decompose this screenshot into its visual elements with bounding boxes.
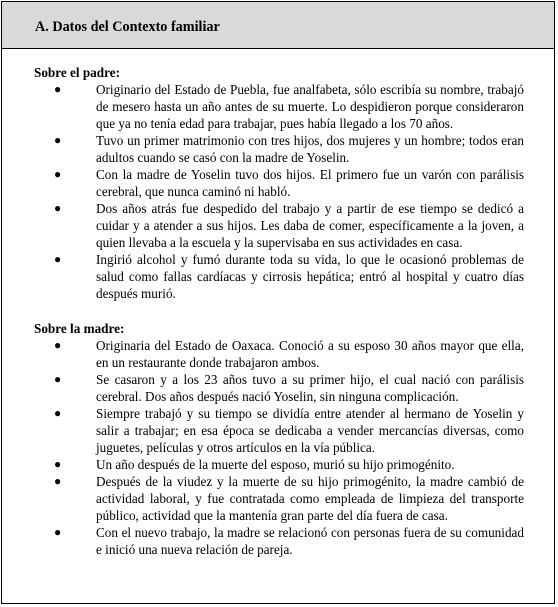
mother-section-title: Sobre la madre: xyxy=(34,321,125,336)
table-body xyxy=(2,49,554,558)
list-item: ● Originario del Estado de Puebla, fue analfabeta, sólo escribía su nombre, trabajó de mesero hasta un año antes de su muerte. Lo despidieron porque consideraron que ya no tenía edad para trabajar, pues había llegado a los 70 años. xyxy=(54,82,524,131)
mother-list xyxy=(34,337,524,558)
list-item: ● Siempre trabajó y su tiempo se dividía entre atender al hermano de Yoselin y salir a trabajar; en esa época se dedicaba a vender mercancías diversas, como juguetes, películas y otros artículos en la vía pública. xyxy=(54,406,524,455)
bullet-icon: ● xyxy=(54,252,62,266)
list-item: ● Con la madre de Yoselin tuvo dos hijos. El primero fue un varón con parálisis cerebral, que nunca caminó ni habló. xyxy=(54,167,524,199)
bullet-icon: ● xyxy=(54,82,62,96)
bullet-icon: ● xyxy=(54,457,62,471)
table-header xyxy=(2,2,554,49)
list-item: ● Se casaron y a los 23 años tuvo a su primer hijo, el cual nació con parálisis cerebral. Dos años después nació Yoselin, sin ninguna complicación. xyxy=(54,372,524,404)
bullet-icon: ● xyxy=(54,525,62,539)
father-list xyxy=(34,81,524,302)
bullet-icon: ● xyxy=(54,474,62,488)
bullet-icon: ● xyxy=(54,167,62,181)
father-section-title: Sobre el padre: xyxy=(34,65,120,80)
bullet-icon: ● xyxy=(54,372,62,386)
list-item: ● Ingirió alcohol y fumó durante toda su vida, lo que le ocasionó problemas de salud como fallas cardíacas y cirrosis hepática; entró al hospital y cuatro días después murió. xyxy=(54,252,524,301)
list-item: ● Tuvo un primer matrimonio con tres hijos, dos mujeres y un hombre; todos eran adultos cuando se casó con la madre de Yoselin. xyxy=(54,133,524,165)
list-item: ● Con el nuevo trabajo, la madre se relacionó con personas fuera de su comunidad e inició una nueva relación de pareja. xyxy=(54,525,524,557)
bullet-icon: ● xyxy=(54,133,62,147)
section-heading: A. Datos del Contexto familiar xyxy=(35,19,220,35)
section-spacer xyxy=(34,302,524,320)
list-item: ● Dos años atrás fue despedido del trabajo y a partir de ese tiempo se dedicó a cuidar y a atender a sus hijos. Les daba de comer, específicamente a la joven, a quien llevaba a la escuela y la supervisaba en sus actividades en casa. xyxy=(54,201,524,250)
list-item: ● Un año después de la muerte del esposo, murió su hijo primogénito. xyxy=(54,457,455,472)
bullet-icon: ● xyxy=(54,201,62,215)
context-table xyxy=(1,1,555,604)
bullet-icon: ● xyxy=(54,338,62,352)
list-item: ● Originaria del Estado de Oaxaca. Conoció a su esposo 30 años mayor que ella, en un restaurante donde trabajaron ambos. xyxy=(54,338,524,370)
list-item: ● Después de la viudez y la muerte de su hijo primogénito, la madre cambió de actividad laboral, y fue contratada como empleada de limpieza del transporte público, actividad que la mantenía gran parte del día fuera de casa. xyxy=(54,474,524,523)
bullet-icon: ● xyxy=(54,406,62,420)
